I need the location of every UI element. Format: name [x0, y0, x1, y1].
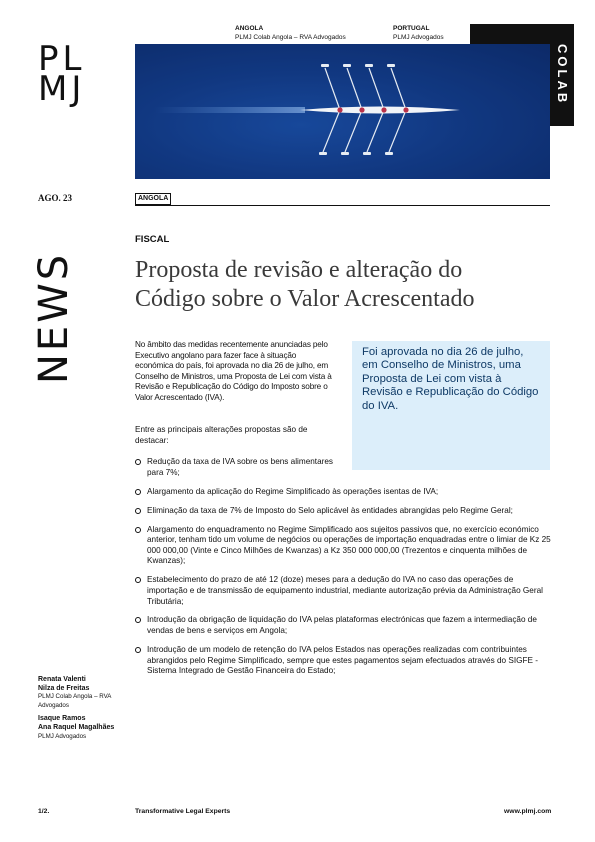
pull-quote [352, 341, 550, 470]
logo-line-2: MJ [38, 69, 86, 109]
logo-line-1: PL [38, 39, 86, 79]
list-item: Alargamento da aplicação do Regime Simplificado às operações isentas de IVA; [135, 487, 553, 498]
list-item: Estabelecimento do prazo de até 12 (doze) meses para a dedução do IVA no caso das operações de importação e de transmissão de equipamento industrial, mediante autorização prévia da Administração Geral Tributária; [135, 575, 553, 607]
colab-band [470, 24, 550, 44]
office-portugal [393, 24, 444, 42]
news-vertical-title: NEWS [31, 251, 77, 384]
office-angola [235, 24, 346, 42]
authors-block [38, 676, 128, 741]
rowing-boat-illustration [135, 44, 550, 179]
pull-quote-text: Foi aprovada no dia 26 de julho, em Conselho de Ministros, uma Proposta de Lei com vista à Revisão e Republicação do Código do IVA. [362, 346, 539, 412]
header-divider [135, 205, 550, 206]
changes-list [135, 457, 553, 685]
article-title-line-2: Código sobre o Valor Acrescentado [135, 286, 475, 312]
section-label: FISCAL [135, 234, 170, 245]
author-name: Ana Raquel Magalhães [38, 723, 115, 731]
lead-paragraph: Entre as principais alterações propostas são de destacar: [135, 425, 308, 445]
author-firm: PLMJ Advogados [38, 732, 87, 740]
list-item: Redução da taxa de IVA sobre os bens alimentares para 7%; [135, 457, 339, 478]
region-tag: ANGOLA [135, 193, 171, 205]
author-firm: PLMJ Colab Angola – RVA Advogados [38, 693, 112, 709]
office-portugal-label: PORTUGAL [393, 25, 430, 32]
author-name: Nilza de Freitas [38, 684, 90, 692]
office-angola-firm: PLMJ Colab Angola – RVA Advogados [235, 34, 346, 41]
issue-date: AGO. 23 [38, 193, 73, 203]
list-item: Introdução de um modelo de retenção do IVA pelos Estados nas operações realizadas com contribuintes abrangidos pelo Regime Simplificado, sempre que estes pagamentos sejam efectuados através do SIGFE - Sistema Integrado de Gestão Financeira do Estado; [135, 645, 553, 677]
author-name: Renata Valenti [38, 676, 86, 683]
list-item: Alargamento do enquadramento no Regime Simplificado aos sujeitos passivos que, no exercício económico anterior, tenham tido um volume de negócios ou operações de importação enquadradas entre o limiar de Kz 25 000 000,00 (Vinte e Cinco Milhões de Kwanzas) a Kz 350 000 000,00 (Trezentos e cinquenta milhões de Kwanzas); [135, 525, 553, 567]
list-item: Introdução da obrigação de liquidação do IVA pelas plataformas electrónicas que fazem a intermediação de vendas de bens e serviços em Angola; [135, 615, 553, 636]
footer-website: www.plmj.com [504, 808, 552, 815]
article-title-line-1: Proposta de revisão e alteração do [135, 257, 463, 283]
intro-paragraph: No âmbito das medidas recentemente anunciadas pelo Executivo angolano para fazer face à situação económica do país, foi aprovada no dia 26 de julho, em Conselho de Ministros, uma Proposta de Lei com vista à Revisão e Republicação do Código do Imposto sobre o Valor Acrescentado (IVA). [135, 340, 332, 402]
hero-image-rowing-boat [135, 44, 550, 179]
list-item: Eliminação da taxa de 7% de Imposto do Selo aplicável às entidades abrangidas pelo Regime Geral; [135, 506, 553, 517]
footer-tagline: Transformative Legal Experts [135, 808, 231, 815]
plmj-logo [38, 39, 100, 109]
author-name: Isaque Ramos [38, 715, 86, 723]
page-number: 1/2. [38, 808, 50, 815]
article-title [135, 256, 555, 314]
office-portugal-firm: PLMJ Advogados [393, 34, 444, 41]
colab-label: COLAB [555, 44, 570, 106]
office-angola-label: ANGOLA [235, 25, 264, 32]
